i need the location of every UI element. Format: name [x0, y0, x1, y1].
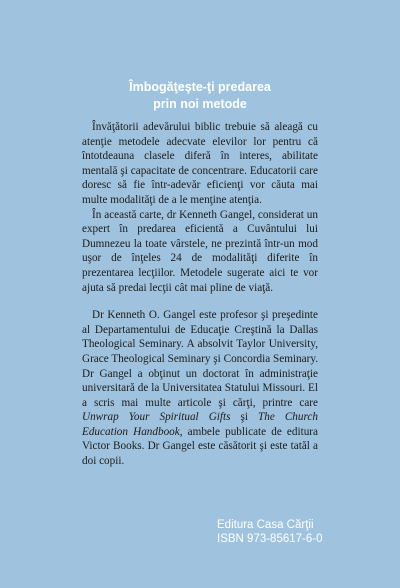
author-bio-conjunction: şi [230, 411, 259, 424]
author-bio-part-2: , ambele publicate de editura Victor Books. Dr Gangel este căsătorit şi este tatăl a doi copii. [82, 425, 318, 468]
isbn: ISBN 973-85617-6-0 [217, 533, 323, 545]
cover-title [0, 79, 400, 113]
title-line-2: prin noi metode [153, 97, 247, 111]
book-title-1: Unwrap Your Spiritual Gifts [82, 411, 231, 424]
paragraph-intro: Învăţătorii adevărului biblic trebuie să aleagă cu atenţie metodele adecvate elevilor lor pentru că întotdeauna clasele diferă în interes, abilitate mentală şi capacitate de concentrare. Educatorii care doresc să fie într-adevăr eficienţi vor căuta mai multe modalităţi de a le menţine atenţia. [82, 121, 318, 206]
description-text [82, 120, 318, 469]
title-line-1: Îmbogăţeşte-ţi predarea [129, 80, 271, 94]
publisher-info [217, 518, 377, 546]
publisher-name: Editura Casa Cărţii [217, 519, 314, 531]
paragraph-book: În această carte, dr Kenneth Gangel, considerat un expert în predarea eficientă a Cuvântului lui Dumnezeu la toate vârstele, ne prezintă într-un mod uşor de înţeles 24 de modalităţi diferite în prezentarea lecţiilor. Metodele sugerate aici te vor ajuta să predai lecţii cât mai pline de viaţă. [82, 208, 318, 294]
author-bio-part-1: Dr Kenneth O. Gangel este profesor şi preşedinte al Departamentului de Educaţie Creştină la Dallas Theological Seminary. A absolvit Taylor University, Grace Theological Seminary şi Concordia Seminary. Dr Gangel a obţinut un doctorat în administraţie universitară de la Universitatea Statului Missouri. El a scris mai multe articole şi cărţi, printre care [82, 309, 318, 409]
paragraph-author [82, 308, 318, 469]
book-title-2: The Church Education Handbook [82, 411, 318, 438]
